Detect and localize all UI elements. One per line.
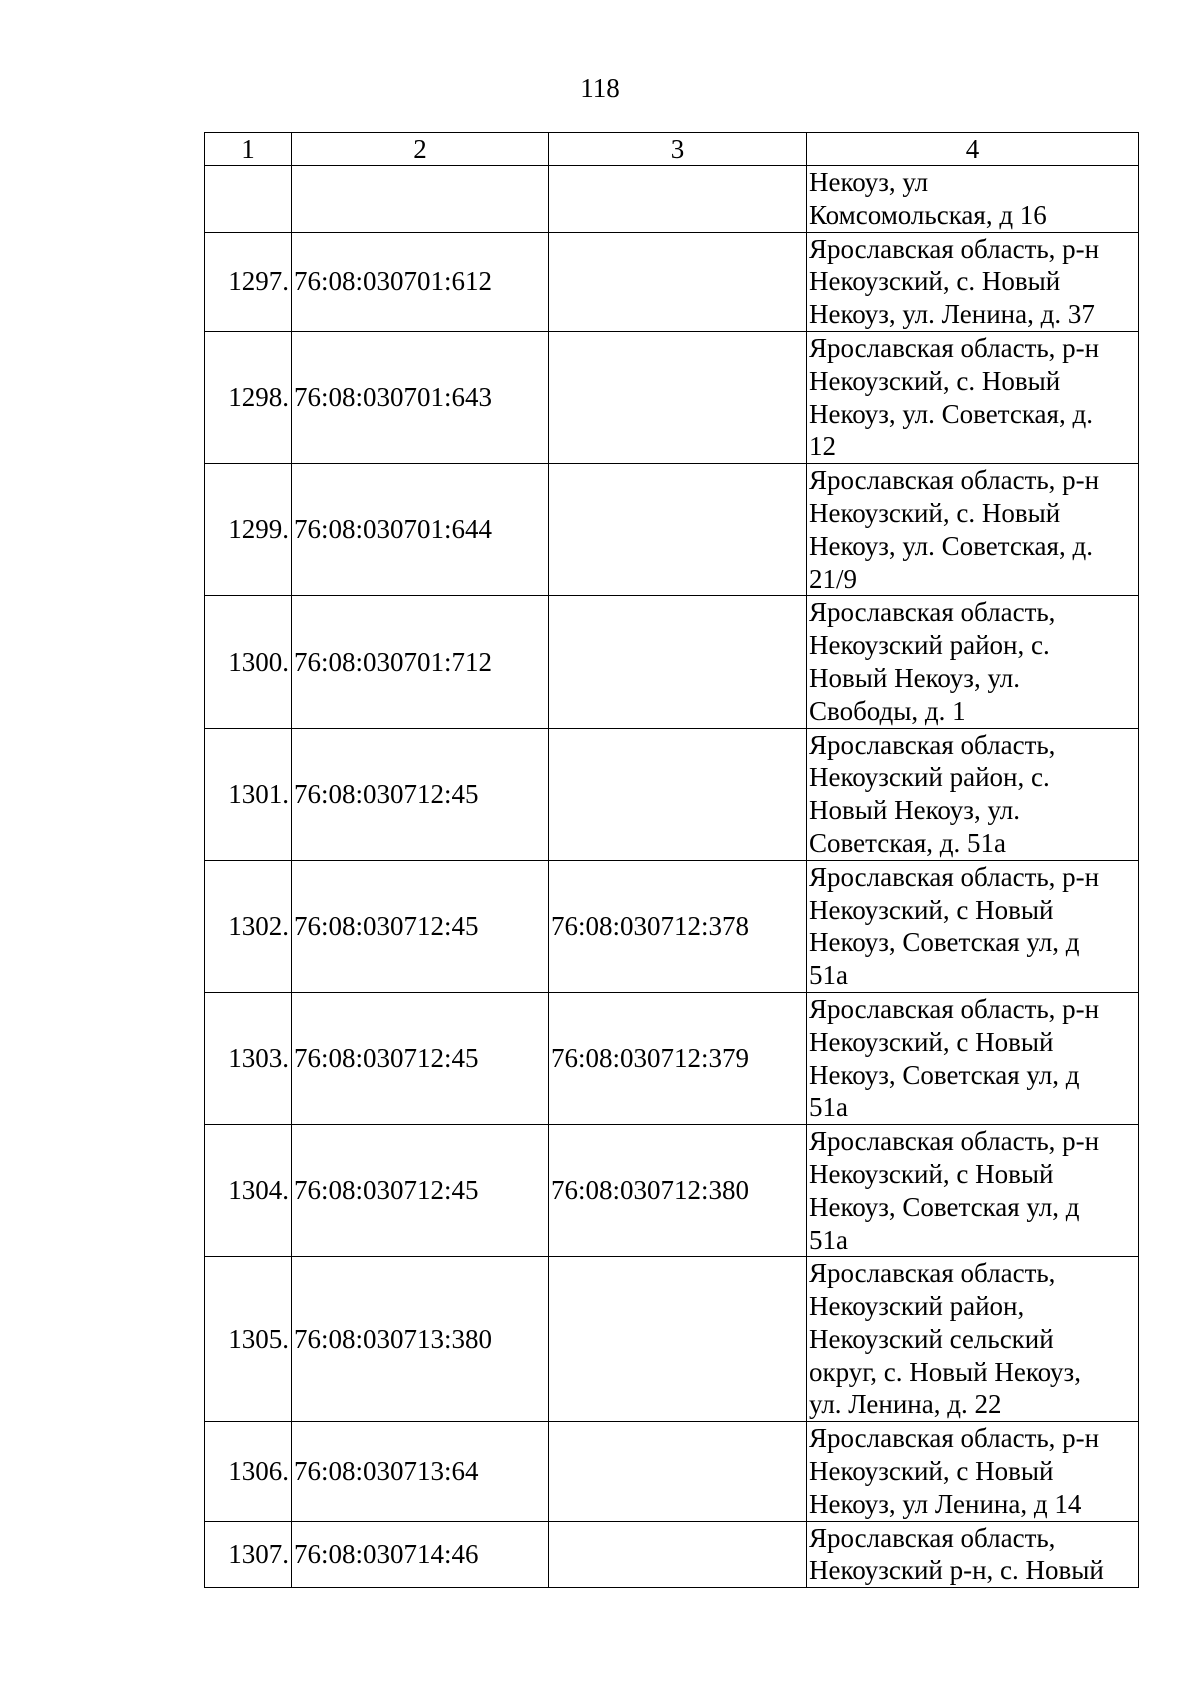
cadastral-number-cell: 76:08:030712:45 [292,992,549,1124]
address-cell [807,596,1139,728]
related-cadastral-number-cell: 76:08:030712:378 [549,860,807,992]
related-cadastral-number-cell [549,1521,807,1588]
table-row [205,992,1139,1124]
address-line: Ярославская область, р-н [809,233,1100,264]
page-number: 118 [580,73,620,103]
cadastral-number-cell: 76:08:030714:46 [292,1521,549,1588]
cadastral-number-cell: 76:08:030712:45 [292,1125,549,1257]
address-line: Ярославская область, [809,1258,1056,1289]
address-line: 51а [809,1224,848,1255]
row-number-cell: 1303. [205,992,292,1124]
address-line: Некоузский, с. Новый [809,266,1061,297]
address-cell [807,860,1139,992]
address-line: Советская, д. 51а [809,827,1007,858]
address-cell [807,232,1139,331]
cadastral-number-cell: 76:08:030713:380 [292,1257,549,1422]
address-cell [807,1125,1139,1257]
table-row [205,860,1139,992]
row-number-cell: 1307. [205,1521,292,1588]
row-number-cell: 1306. [205,1422,292,1521]
address-line: Некоуз, Советская ул, д [809,1191,1080,1222]
address-line: Некоузский, с Новый [809,1158,1054,1189]
address-cell [807,1521,1139,1588]
related-cadastral-number-cell [549,728,807,860]
address-line: Некоуз, Советская ул, д [809,927,1080,958]
address-line: Некоуз, ул [809,167,929,197]
cadastral-number-cell: 76:08:030701:644 [292,464,549,596]
address-line: Некоуз, Советская ул, д [809,1059,1080,1090]
row-number-cell: 1305. [205,1257,292,1422]
address-line: Некоузский район, с. [809,630,1050,661]
address-line: Новый Некоуз, ул. [809,795,1020,826]
address-cell [807,1257,1139,1422]
row-number-cell: 1297. [205,232,292,331]
related-cadastral-number-cell [549,1422,807,1521]
address-line: Некоузский, с Новый [809,894,1054,925]
related-cadastral-number-cell [549,331,807,463]
address-line: Некоуз, ул Ленина, д 14 [809,1488,1082,1519]
address-line: Ярославская область, р-н [809,993,1100,1024]
address-cell [807,331,1139,463]
address-line: Некоуз, ул. Советская, д. [809,398,1093,429]
cadastral-number-cell: 76:08:030712:45 [292,860,549,992]
address-line: Новый Некоуз, ул. [809,662,1020,693]
address-line: Некоузский район, с. [809,762,1050,793]
address-cell [807,464,1139,596]
table-row [205,728,1139,860]
related-cadastral-number-cell [549,464,807,596]
table-row [205,166,1139,233]
related-cadastral-number-cell [549,166,807,233]
address-line: 51а [809,960,848,991]
table-row [205,1521,1139,1588]
header-col-1: 1 [205,133,292,166]
address-line: Ярославская область, р-н [809,1126,1100,1157]
address-line: Ярославская область, [809,1522,1056,1553]
table-row [205,596,1139,728]
table-row [205,1422,1139,1521]
address-line: Ярославская область, р-н [809,1423,1100,1454]
address-line: Некоузский сельский [809,1323,1054,1354]
address-line: Некоуз, ул. Советская, д. [809,530,1093,561]
row-number-cell: 1304. [205,1125,292,1257]
row-number-cell: 1302. [205,860,292,992]
cadastral-number-cell: 76:08:030701:643 [292,331,549,463]
cadastral-number-cell: 76:08:030713:64 [292,1422,549,1521]
cadastral-number-cell [292,166,549,233]
row-number-cell: 1300. [205,596,292,728]
table-row [205,331,1139,463]
address-line: Ярославская область, р-н [809,465,1100,496]
address-line: Некоузский, с. Новый [809,365,1061,396]
address-line: Ярославская область, [809,729,1056,760]
cadastral-number-cell: 76:08:030701:712 [292,596,549,728]
table-row [205,464,1139,596]
address-line: Некоуз, ул. Ленина, д. 37 [809,299,1095,330]
table-row [205,1125,1139,1257]
table-row [205,232,1139,331]
address-line: 21/9 [809,563,858,594]
cadastral-number-cell: 76:08:030701:612 [292,232,549,331]
row-number-cell: 1299. [205,464,292,596]
address-line: Некоузский, с. Новый [809,497,1061,528]
table-row [205,1257,1139,1422]
address-line: Ярославская область, р-н [809,861,1100,892]
related-cadastral-number-cell: 76:08:030712:379 [549,992,807,1124]
related-cadastral-number-cell [549,1257,807,1422]
address-line: Комсомольская, д 16 [809,199,1047,230]
address-line: Некоузский район, [809,1291,1025,1322]
cadastral-number-cell: 76:08:030712:45 [292,728,549,860]
address-line: 12 [809,431,836,462]
address-line: Некоузский р-н, с. Новый [809,1555,1104,1586]
address-line: Ярославская область, р-н [809,332,1100,363]
row-number-cell: 1301. [205,728,292,860]
address-cell [807,728,1139,860]
related-cadastral-number-cell [549,232,807,331]
address-line: округ, с. Новый Некоуз, [809,1356,1081,1387]
header-col-3: 3 [549,133,807,166]
registry-table [204,132,1139,1588]
related-cadastral-number-cell [549,596,807,728]
table-body [205,166,1139,1588]
address-line: Некоузский, с Новый [809,1026,1054,1057]
related-cadastral-number-cell: 76:08:030712:380 [549,1125,807,1257]
header-row [205,133,1139,166]
address-cell [807,1422,1139,1521]
address-line: Свободы, д. 1 [809,695,966,726]
header-col-4: 4 [807,133,1139,166]
address-line: 51а [809,1092,848,1123]
row-number-cell [205,166,292,233]
row-number-cell: 1298. [205,331,292,463]
address-line: ул. Ленина, д. 22 [809,1389,1002,1420]
header-col-2: 2 [292,133,549,166]
table-header [205,133,1139,166]
address-cell [807,166,1139,233]
address-line: Некоузский, с Новый [809,1456,1054,1487]
address-line: Ярославская область, [809,597,1056,628]
address-cell [807,992,1139,1124]
